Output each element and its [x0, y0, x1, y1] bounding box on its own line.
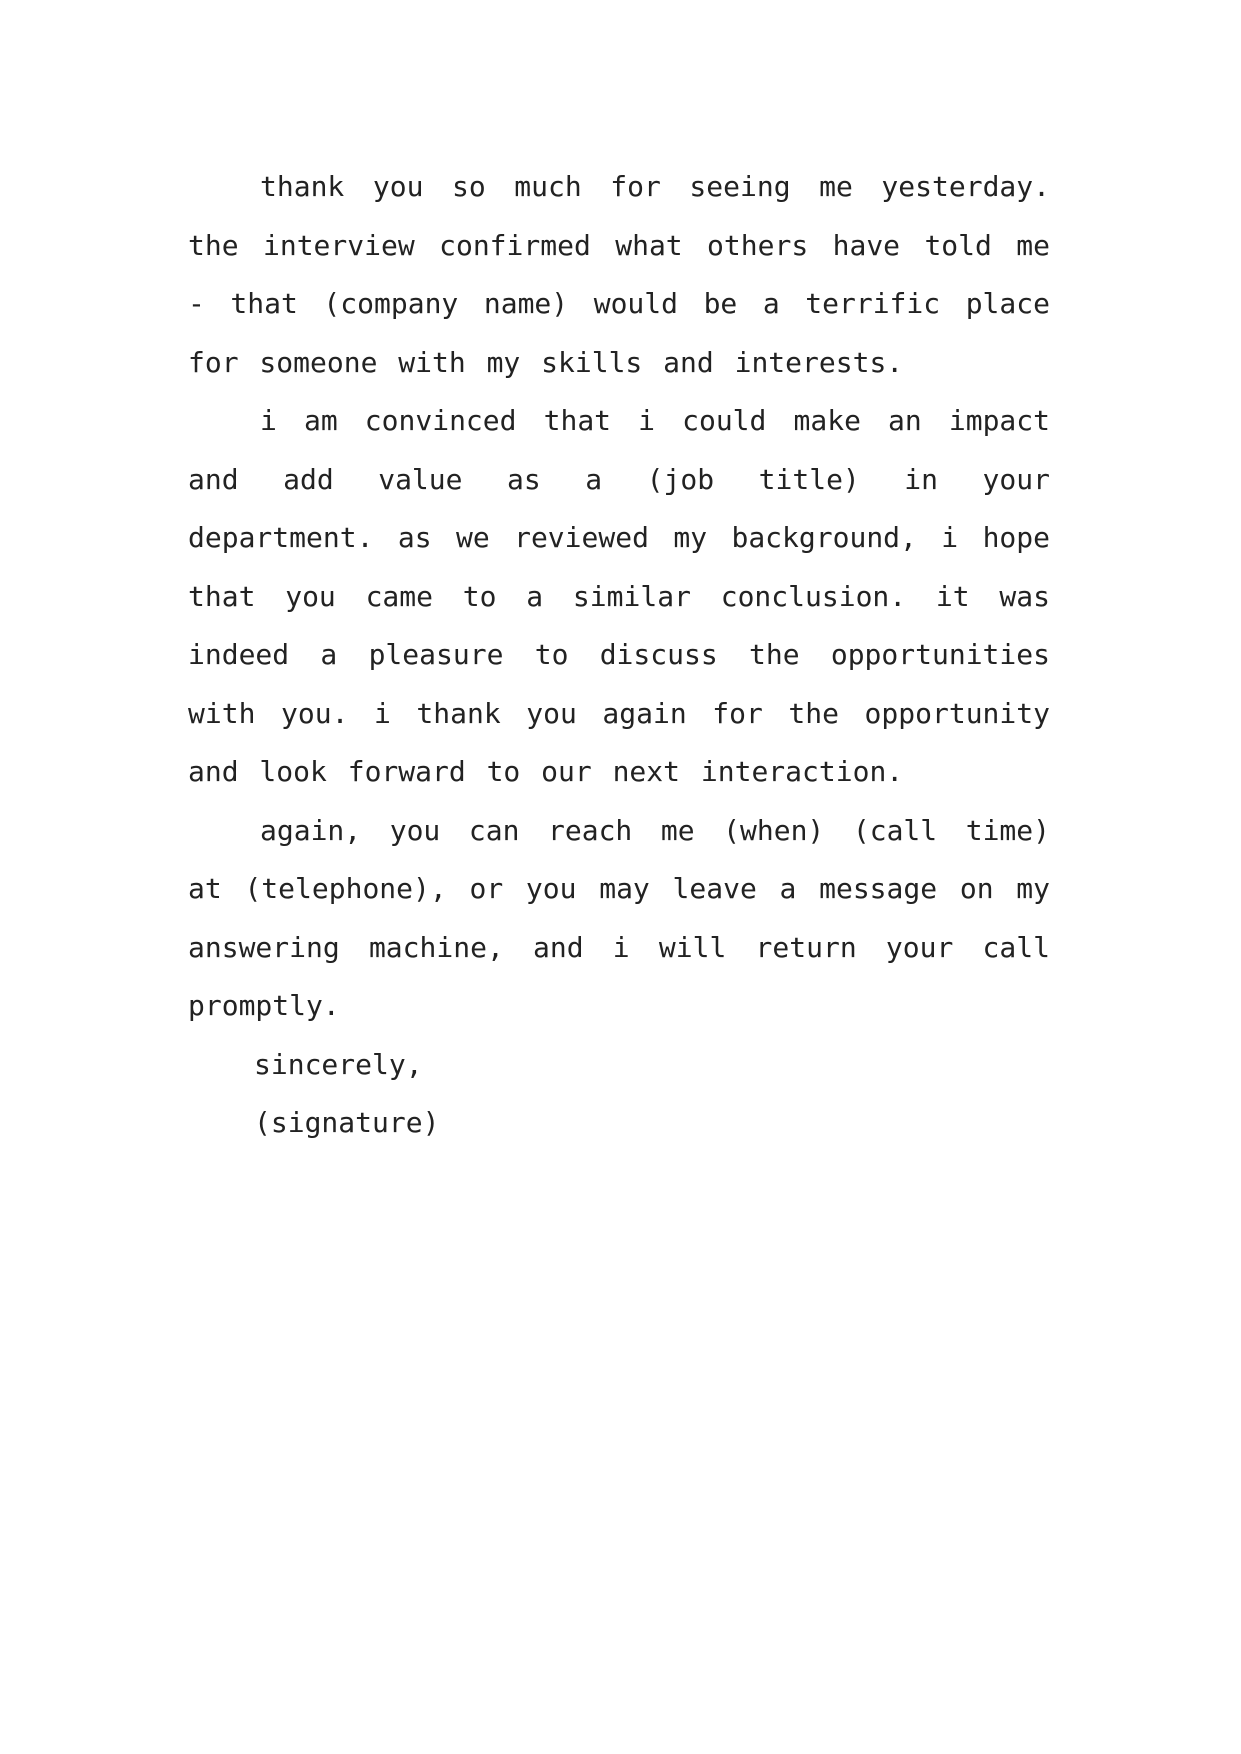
- letter-closing: sincerely,: [254, 1047, 423, 1081]
- letter-paragraph-1: thank you so much for seeing me yesterday. the interview confirmed what others have told me - that (company name) would be a terrific place for someone with my skills and interests.: [188, 170, 1050, 379]
- letter-signature: (signature): [254, 1106, 440, 1139]
- letter-paragraph-3: again, you can reach me (when) (call time) at (telephone), or you may leave a message on my answering machine, and i will return your call promptly.: [188, 813, 1050, 1022]
- letter-paragraph-2: i am convinced that i could make an impact and add value as a (job title) in your department. as we reviewed my background, i hope that you came to a similar conclusion. it was indeed a pleasure to discuss the opportunities with you. i thank you again for the opportunity and look forward to our next interaction.: [188, 404, 1050, 788]
- letter-body: [188, 158, 1050, 1153]
